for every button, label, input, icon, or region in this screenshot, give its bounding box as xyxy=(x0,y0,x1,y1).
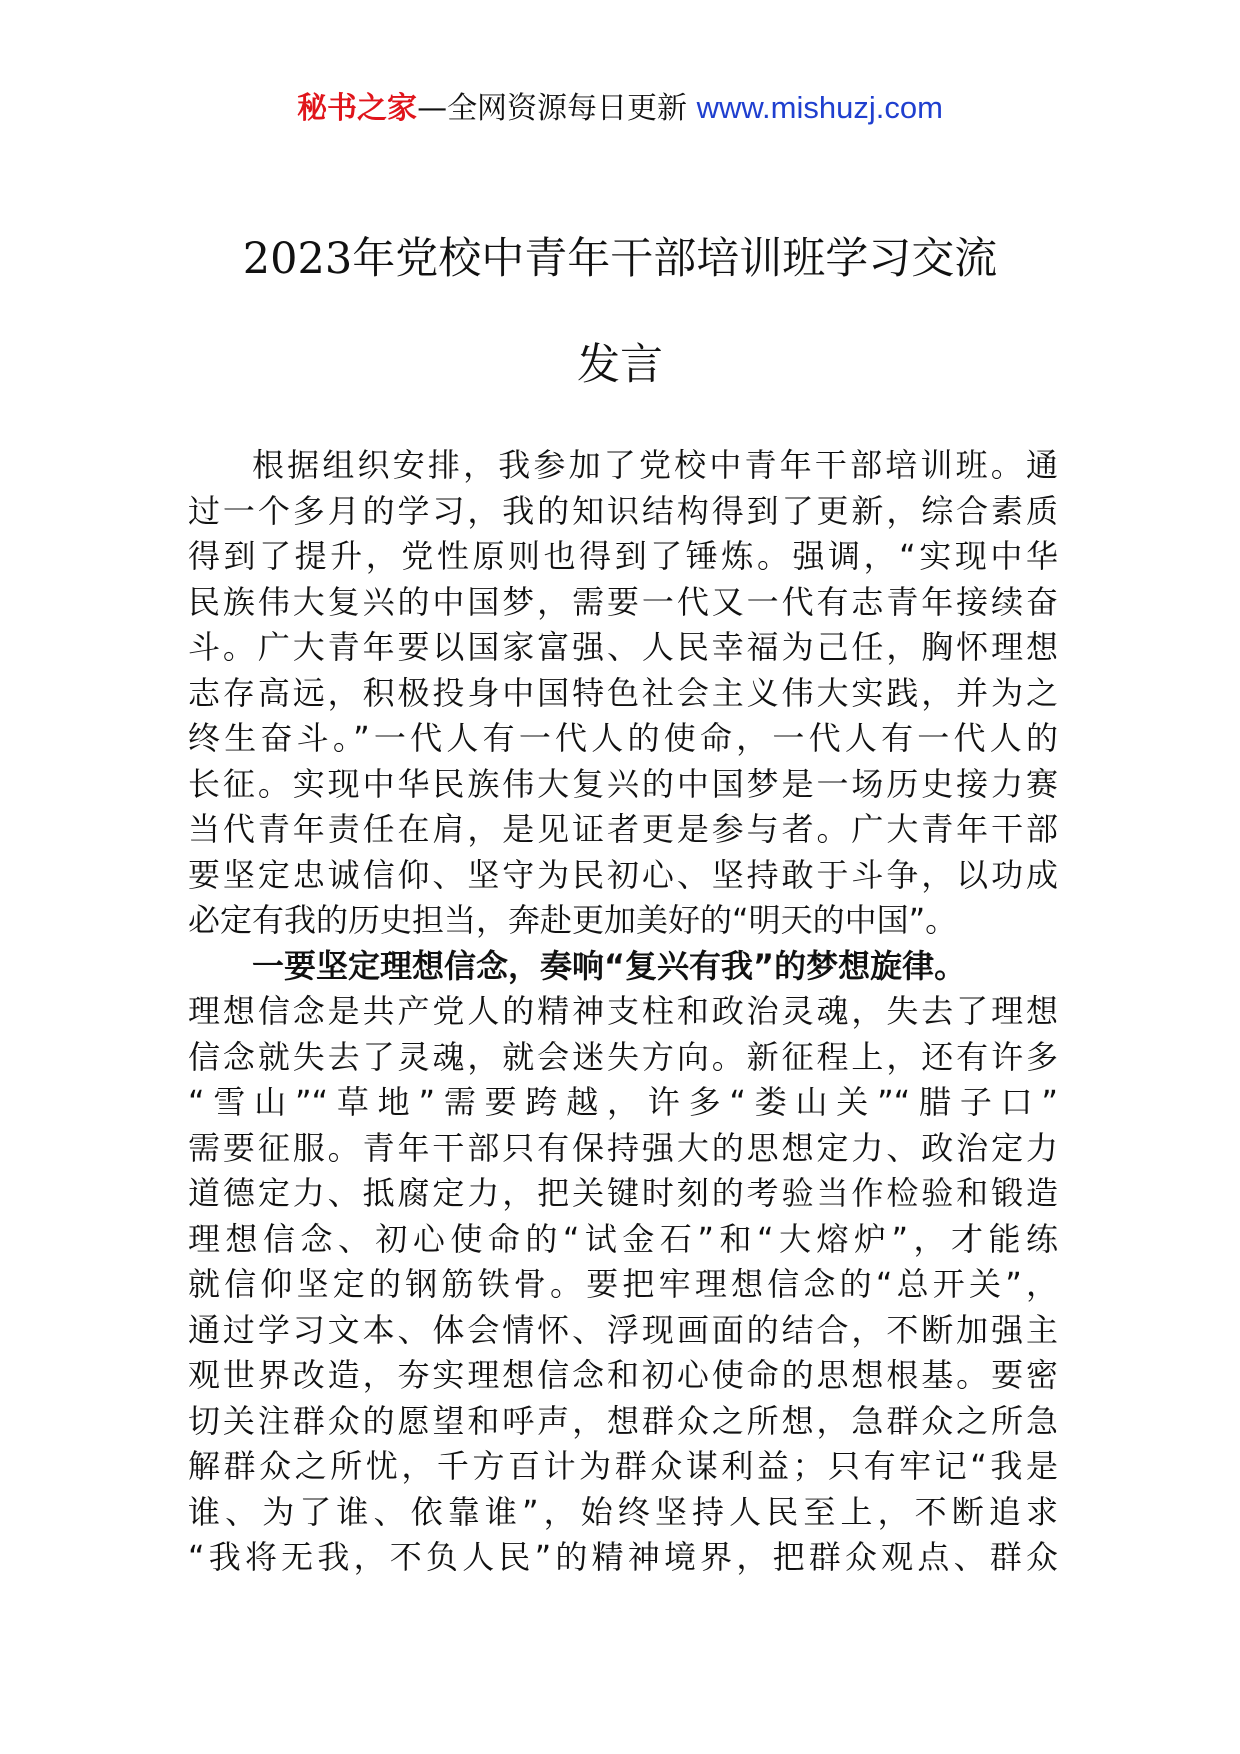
body-line: 得到了提升，党性原则也得到了锤炼。强调，“实现中华 xyxy=(188,537,1058,575)
site-url-link[interactable]: www.mishuzj.com xyxy=(696,90,943,125)
body-line: 斗。广大青年要以国家富强、人民幸福为己任，胸怀理想 xyxy=(188,628,1058,666)
document-body xyxy=(188,443,1058,1581)
section-heading: 一要坚定理想信念，奏响“复兴有我”的梦想旋律。 xyxy=(252,946,967,985)
brand-name: 秘书之家 xyxy=(297,91,418,126)
body-line: 长征。实现中华民族伟大复兴的中国梦是一场历史接力赛 xyxy=(188,764,1058,803)
title-line-2: 发言 xyxy=(577,340,663,390)
body-line: 根据组织安排，我参加了党校中青年干部培训班。通 xyxy=(252,446,1058,484)
body-line: “我将无我，不负人民”的精神境界，把群众观点、群众 xyxy=(188,1538,1058,1576)
body-line: “雪山”“草地”需要跨越，许多“娄山关”“腊子口” xyxy=(188,1083,1058,1121)
site-slogan: —全网资源每日更新 xyxy=(417,91,688,126)
body-line: 切关注群众的愿望和呼声，想群众之所想，急群众之所急 xyxy=(188,1401,1058,1440)
body-line: 理想信念是共产党人的精神支柱和政治灵魂，失去了理想 xyxy=(188,992,1058,1030)
body-line: 需要征服。青年干部只有保持强大的思想定力、政治定力 xyxy=(188,1128,1058,1167)
body-line: 观世界改造，夯实理想信念和初心使命的思想根基。要密 xyxy=(188,1356,1058,1394)
body-line: 当代青年责任在肩，是见证者更是参与者。广大青年干部 xyxy=(188,810,1058,848)
body-line: 信念就失去了灵魂，就会迷失方向。新征程上，还有许多 xyxy=(188,1037,1058,1076)
site-header-banner xyxy=(0,88,1240,129)
body-line: 通过学习文本、体会情怀、浮现画面的结合，不断加强主 xyxy=(188,1310,1058,1349)
document-title xyxy=(190,228,1050,396)
body-line: 谁、为了谁、依靠谁”，始终坚持人民至上，不断追求 xyxy=(188,1492,1058,1531)
body-line: 终生奋斗。”一代人有一代人的使命，一代人有一代人的 xyxy=(188,719,1058,757)
body-line: 必定有我的历史担当，奔赴更加美好的“明天的中国”。 xyxy=(188,901,958,939)
body-line: 民族伟大复兴的中国梦，需要一代又一代有志青年接续奋 xyxy=(188,582,1058,621)
body-line: 解群众之所忧，千方百计为群众谋利益；只有牢记“我是 xyxy=(188,1447,1058,1485)
title-line-1: 2023年党校中青年干部培训班学习交流 xyxy=(242,234,998,284)
body-line: 过一个多月的学习，我的知识结构得到了更新，综合素质 xyxy=(188,491,1058,530)
body-line: 要坚定忠诚信仰、坚守为民初心、坚持敢于斗争，以功成 xyxy=(188,855,1058,894)
body-line: 就信仰坚定的钢筋铁骨。要把牢理想信念的“总开关”， xyxy=(188,1265,1058,1303)
body-line: 理想信念、初心使命的“试金石”和“大熔炉”，才能练 xyxy=(188,1219,1058,1258)
body-line: 道德定力、抵腐定力，把关键时刻的考验当作检验和锻造 xyxy=(188,1174,1058,1212)
body-line: 志存高远，积极投身中国特色社会主义伟大实践，并为之 xyxy=(188,673,1058,712)
